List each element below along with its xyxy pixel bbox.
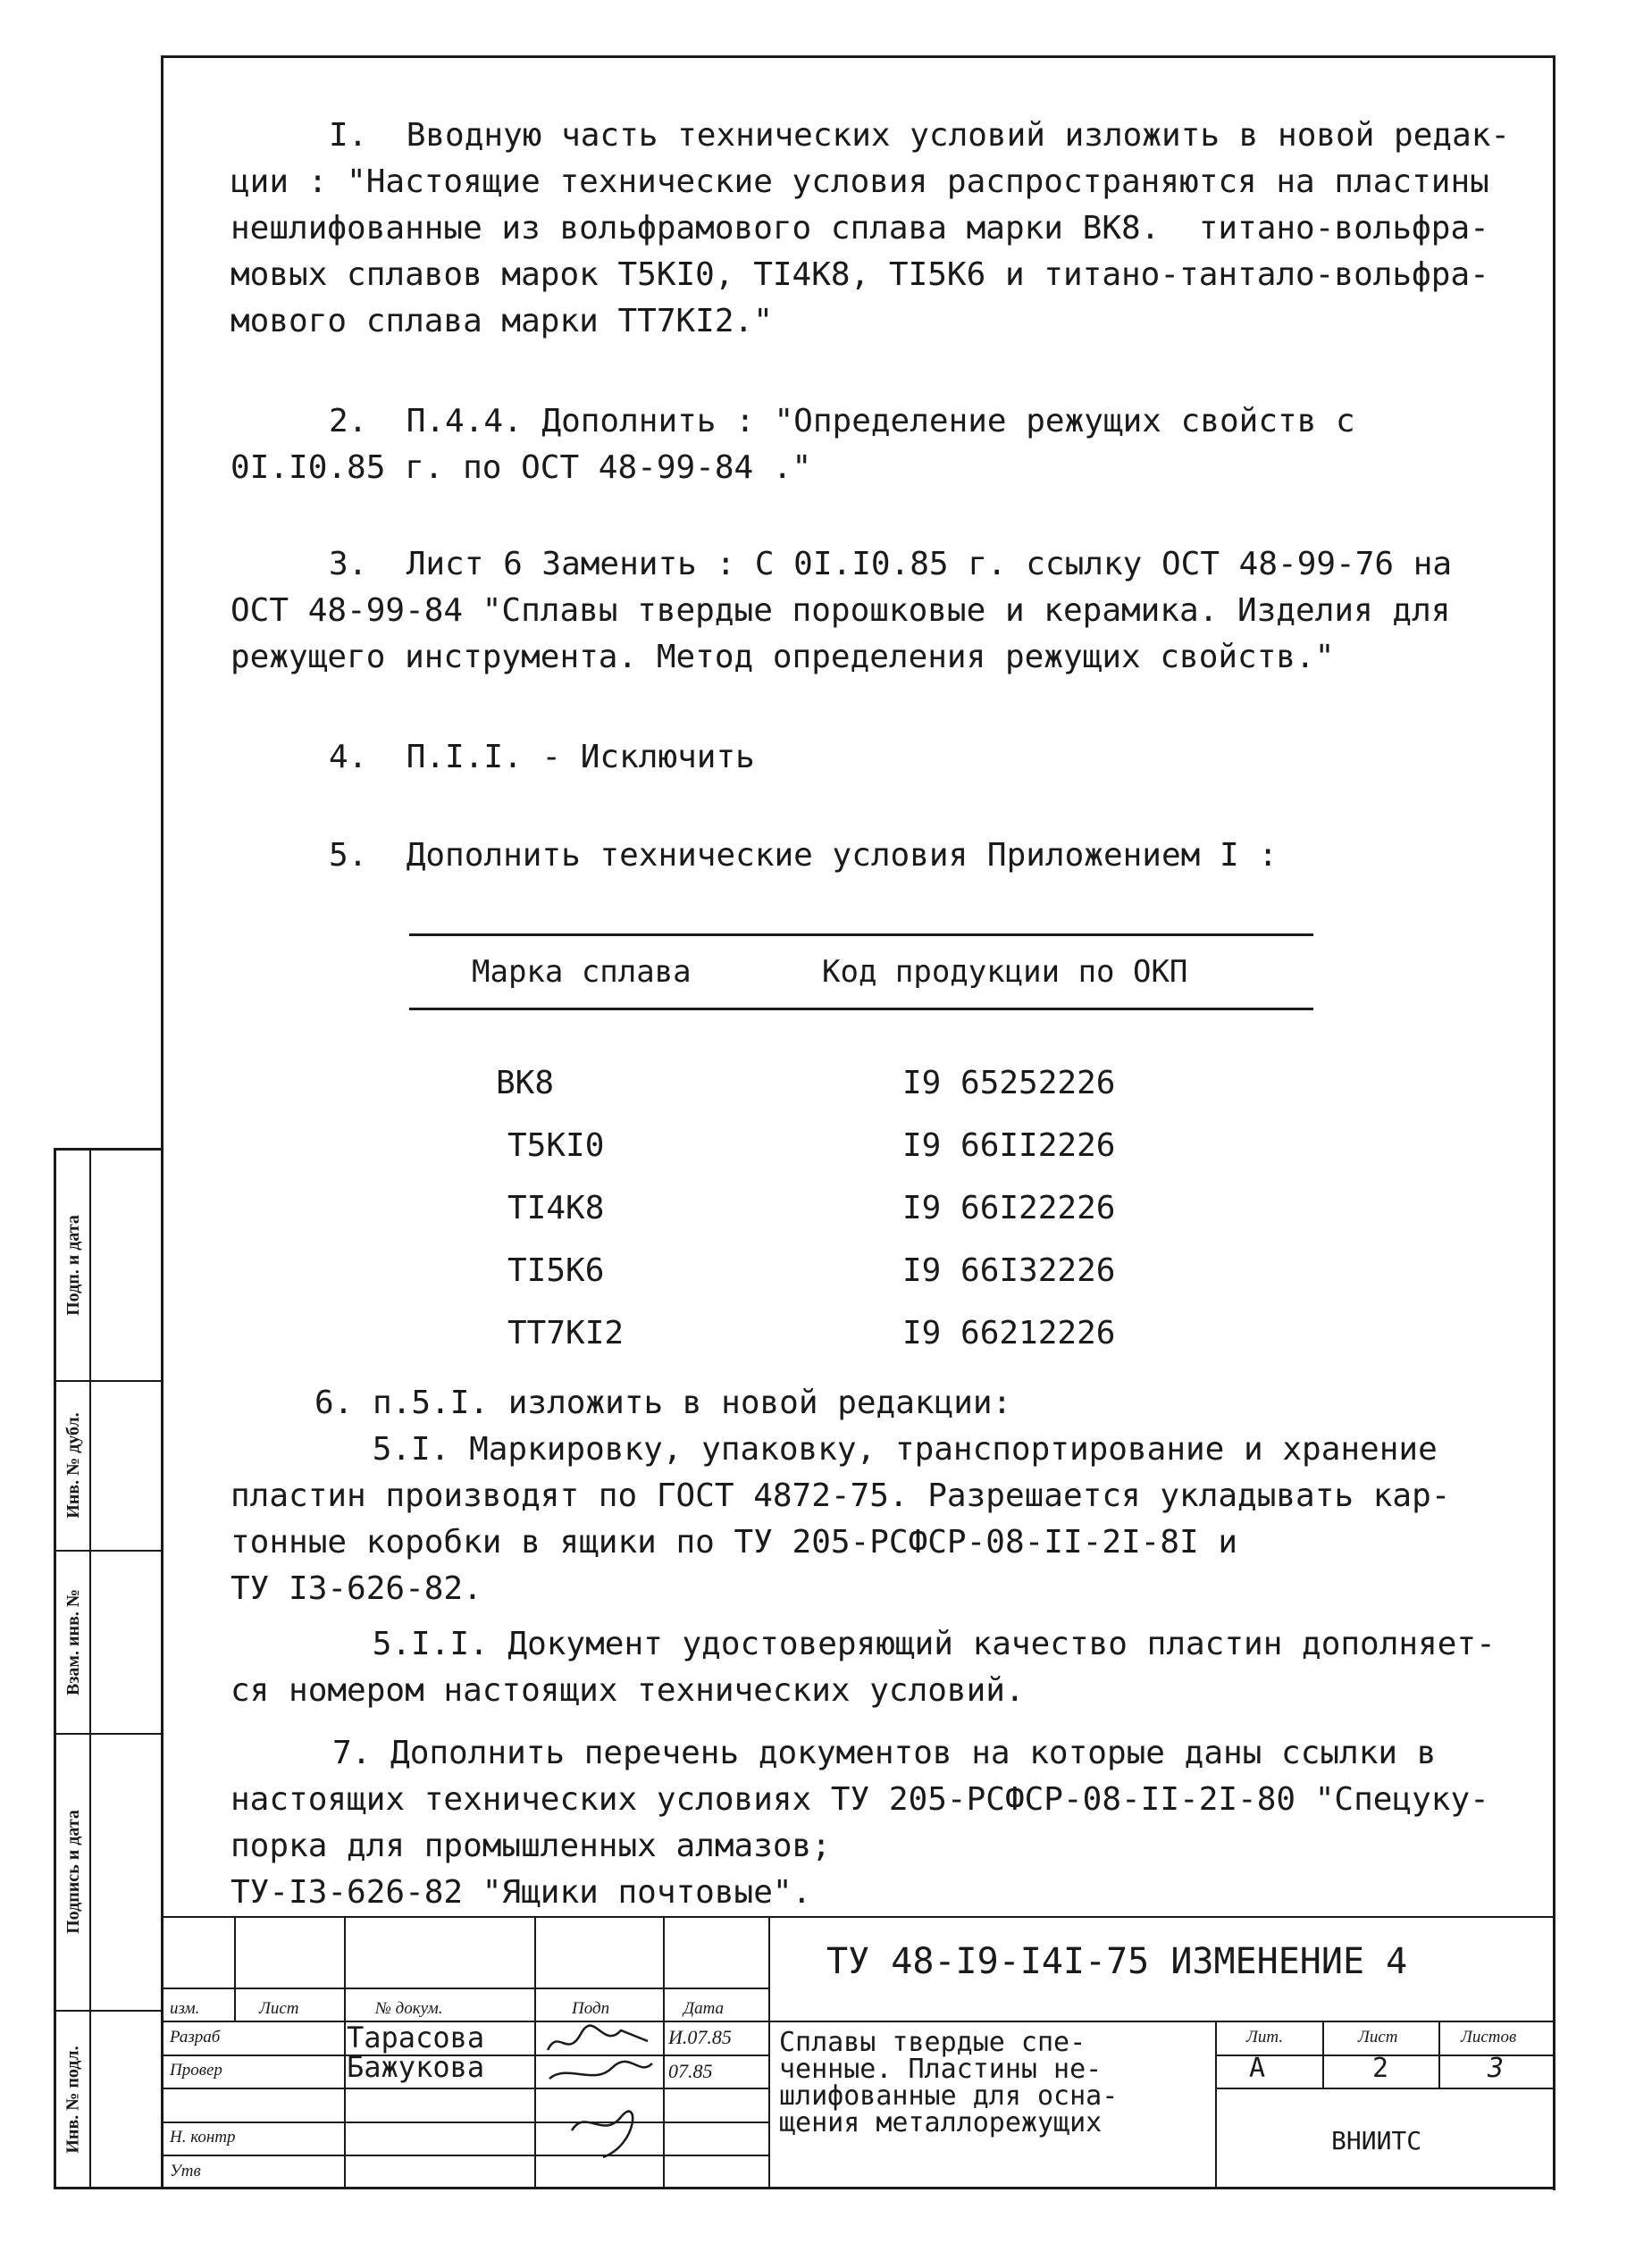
side-strip-border (54, 1148, 56, 2188)
stamp-rule (1215, 2088, 1555, 2089)
organization: ВНИИТС (1331, 2126, 1422, 2155)
stamp-col-rule (344, 1916, 346, 2188)
paragraph-line: нешлифованные из вольфрамового сплава марки ВК8. титано-вольфра- (231, 210, 1489, 247)
table-cell-code: I9 66212226 (902, 1315, 1116, 1352)
stamp-header-doc: № докум. (375, 1999, 443, 2018)
product-title-line: ченные. Пластины не- (779, 2054, 1103, 2085)
product-title-line: щения металлорежущих (779, 2107, 1103, 2138)
paragraph-line: ОСТ 48-99-84 "Сплавы твердые порошковые и керамика. Изделия для (231, 592, 1451, 629)
paragraph-line: ТУ I3-626-82. (231, 1570, 482, 1607)
side-strip-divider (54, 2010, 163, 2012)
side-label-inv-podl: Инв. № подл. (63, 2046, 83, 2154)
paragraph-line: режущего инструмента. Метод определения режущих свойств." (231, 639, 1335, 675)
side-label-inv-dubl: Инв. № дубл. (63, 1412, 83, 1519)
paragraph-line: 0I.I0.85 г. по ОСТ 48-99-84 ." (231, 449, 812, 486)
table-rule-header (409, 1008, 1313, 1010)
table-rule-top (409, 933, 1313, 936)
date-razrab: И.07.85 (668, 2026, 732, 2048)
stamp-header-list: Лист (259, 1999, 299, 2018)
signature-marks (541, 2023, 657, 2175)
side-strip-top (54, 1148, 163, 1151)
paragraph-line: I. Вводную часть технических условий изложить в новой редак- (329, 117, 1511, 154)
checker-name: Бажукова (347, 2050, 485, 2084)
table-cell-grade: ТI5К6 (507, 1252, 605, 1289)
stamp-row-razrab: Разраб (170, 2028, 221, 2046)
stamp-col-rule (1215, 2021, 1217, 2188)
lit-value: А (1249, 2053, 1266, 2084)
stamp-header-podp: Подп (572, 1999, 610, 2018)
product-title-line: шлифованные для осна- (779, 2080, 1119, 2112)
stamp-col-rule (1322, 2021, 1324, 2088)
stamp-row-n-kontr: Н. контр (170, 2128, 236, 2147)
paragraph-line: ТУ-I3-626-82 "Ящики почтовые". (231, 1874, 812, 1911)
stamp-col-rule (768, 1916, 770, 2188)
stamp-col-rule (534, 1916, 536, 2188)
side-label-vzam-inv: Взам. инв. № (63, 1588, 83, 1695)
paragraph-line: 7. Дополнить перечень документов на которые даны ссылки в (332, 1735, 1437, 1771)
paragraph-line: 5.I. Маркировку, упаковку, транспортирование и хранение (295, 1431, 1438, 1468)
stamp-header-izm: изм. (170, 1999, 200, 2018)
stamp-rule (163, 2088, 770, 2089)
paragraph-5: 5. Дополнить технические условия Приложением I : (329, 837, 1279, 874)
table-header-code: Код продукции по ОКП (822, 954, 1188, 990)
stamp-rule (163, 1988, 770, 1989)
paragraph-4: 4. П.I.I. - Исключить (329, 739, 755, 775)
paragraph-line: настоящих технических условиях ТУ 205-РСФСР-08-II-2I-80 "Спецуку- (231, 1781, 1489, 1818)
table-cell-code: I9 66I32226 (902, 1252, 1116, 1289)
paragraph-line: ции : "Настоящие технические условия распространяются на пластины (231, 163, 1489, 200)
table-cell-grade: ТI4К8 (507, 1190, 605, 1226)
date-prover: 07.85 (668, 2060, 713, 2082)
table-cell-grade: Т5КI0 (507, 1127, 605, 1164)
stamp-header-data: Дата (683, 1999, 725, 2018)
sheets-header: Листов (1461, 2028, 1517, 2046)
paragraph-line: мового сплава марки ТТ7КI2." (231, 303, 773, 339)
product-title (779, 2029, 1118, 2137)
sheet-value: 2 (1372, 2053, 1389, 2084)
paragraph-line: 5.I.I. Документ удостоверяющий качество пластин дополняет- (295, 1626, 1496, 1662)
table-header-grade: Марка сплава (472, 954, 692, 990)
side-label-signature-date: Подп. и дата (63, 1214, 83, 1316)
paragraph-line: 6. п.5.I. изложить в новой редакции: (314, 1385, 1012, 1421)
paragraph-line: порка для промышленных алмазов; (231, 1828, 831, 1864)
table-cell-grade: ВК8 (496, 1065, 555, 1101)
paragraph-line: мовых сплавов марок Т5КI0, ТI4К8, ТI5К6 и титано-тантало-вольфра- (231, 256, 1489, 293)
frame-border-bottom (54, 2187, 1555, 2189)
side-strip-divider (54, 1733, 163, 1735)
product-title-line: Сплавы твердые спе- (779, 2027, 1086, 2058)
stamp-rule (163, 2155, 770, 2156)
paragraph-line: ся номером настоящих технических условий. (231, 1672, 1025, 1709)
paragraph-line: пластин производят по ГОСТ 4872-75. Разрешается укладывать кар- (231, 1477, 1451, 1514)
frame-border-top (161, 55, 1555, 58)
stamp-rule (163, 2122, 770, 2123)
side-label-podpis-data: Подпись и дата (63, 1810, 83, 1934)
table-cell-grade: ТТ7КI2 (507, 1315, 625, 1352)
stamp-row-utv: Утв (170, 2162, 201, 2180)
lit-header: Лит. (1246, 2028, 1284, 2046)
table-cell-code: I9 66II2226 (902, 1127, 1116, 1164)
side-strip-column-rule (89, 1148, 91, 2188)
document-designation: ТУ 48-I9-I4I-75 ИЗМЕНЕНИЕ 4 (826, 1941, 1408, 1982)
developer-name: Тарасова (347, 2021, 485, 2055)
stamp-col-rule (234, 1916, 236, 2021)
table-cell-code: I9 66I22226 (902, 1190, 1116, 1226)
stamp-col-rule (663, 1916, 665, 2188)
side-strip-divider (54, 1380, 163, 1382)
stamp-col-rule (1438, 2021, 1440, 2088)
stamp-row-prover: Провер (170, 2061, 222, 2080)
paragraph-line: 2. П.4.4. Дополнить : "Определение режущих свойств с (329, 403, 1355, 439)
frame-border-left (161, 55, 164, 2188)
stamp-rule-top (163, 1916, 1555, 1918)
frame-border-right (1553, 55, 1555, 2190)
paragraph-line: 3. Лист 6 Заменить : С 0I.I0.85 г. ссылку ОСТ 48-99-76 на (329, 546, 1453, 582)
sheet-header: Лист (1358, 2028, 1398, 2046)
side-strip-divider (54, 1550, 163, 1552)
paragraph-line: тонные коробки в ящики по ТУ 205-РСФСР-08-II-2I-8I и (231, 1524, 1238, 1561)
sheets-value: 3 (1488, 2053, 1505, 2084)
table-cell-code: I9 65252226 (902, 1065, 1116, 1101)
